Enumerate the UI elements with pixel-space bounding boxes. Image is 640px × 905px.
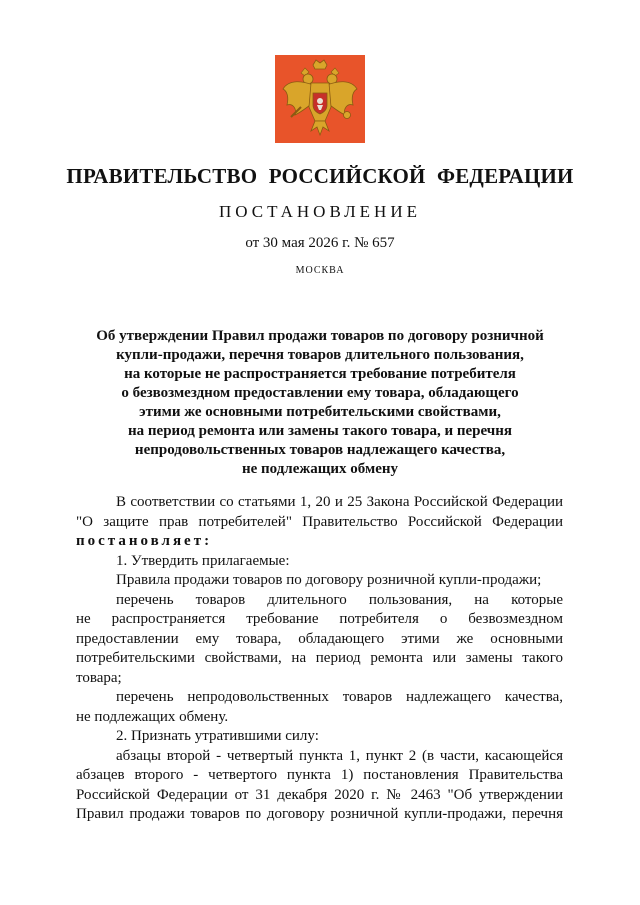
body-line: В соответствии со статьями 1, 20 и 25 Закона Российской Федерации <box>116 494 563 510</box>
subject-line: купли-продажи, перечня товаров длительного пользования, <box>116 347 524 363</box>
document-city: МОСКВА <box>295 265 345 276</box>
document-body <box>76 493 563 825</box>
body-line: потребительскими свойствами, на период ремонта или замены такого <box>76 650 563 666</box>
subject-line: не подлежащих обмену <box>241 461 399 477</box>
body-line: Правила продажи товаров по договору розничной купли-продажи; <box>116 572 542 588</box>
body-line: предоставлении ему товара, обладающего этими же основными <box>76 630 563 647</box>
body-line: Российской Федерации от 31 декабря 2020 г. № 2463 "Об утверждении <box>76 786 563 803</box>
subject-line: на период ремонта или замены такого товара, и перечня <box>128 423 512 439</box>
body-line: перечень непродовольственных товаров надлежащего качества, <box>116 689 563 705</box>
body-line: товара; <box>76 669 122 686</box>
body-line: абзацы второй - четвертый пункта 1, пункт 2 (в части, касающейся <box>116 747 563 764</box>
body-line: не подлежащих обмену. <box>76 708 229 725</box>
subject-line: о безвозмездном предоставлении ему товара, обладающего <box>121 385 519 401</box>
body-line: 2. Признать утратившими силу: <box>116 728 319 744</box>
body-line: 1. Утвердить прилагаемые: <box>116 552 290 569</box>
body-line: не распространяется требование потребителя о безвозмездном <box>76 611 563 627</box>
document-date-number: от 30 мая 2026 г. № 657 <box>245 235 395 251</box>
subject-line: непродовольственных товаров надлежащего качества, <box>134 442 506 458</box>
subject-line: этими же основными потребительскими свойствами, <box>139 404 501 420</box>
body-line: "О защите прав потребителей" Правительство Российской Федерации <box>76 513 563 530</box>
body-line: Правил продажи товаров по договору розничной купли-продажи, перечня <box>76 806 563 822</box>
body-line: абзацев второго - четвертого пункта 1) постановления Правительства <box>76 767 563 783</box>
document-subject <box>60 327 580 479</box>
subject-line: Об утверждении Правил продажи товаров по договору розничной <box>96 328 544 344</box>
document-type: ПОСТАНОВЛЕНИЕ <box>218 202 421 221</box>
body-line-enacting-word: постановляет: <box>76 533 213 549</box>
government-title: ПРАВИТЕЛЬСТВО РОССИЙСКОЙ ФЕДЕРАЦИИ <box>66 164 574 188</box>
russian-coat-of-arms-icon <box>275 55 365 143</box>
body-line: перечень товаров длительного пользования, на которые <box>116 591 563 608</box>
subject-line: на которые не распространяется требование потребителя <box>124 366 516 382</box>
